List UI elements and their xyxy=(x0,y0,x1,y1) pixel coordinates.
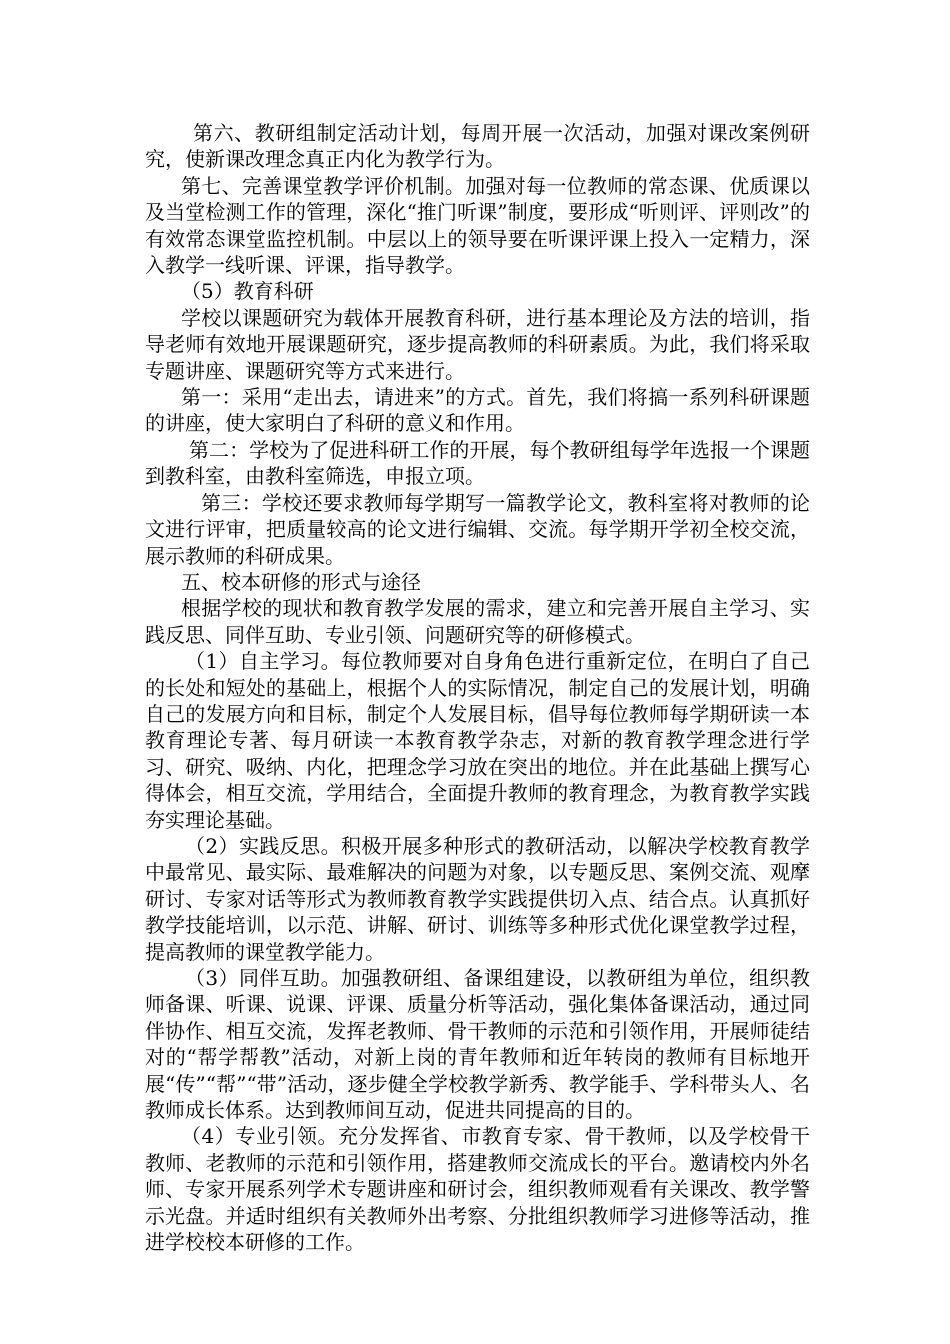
section-heading-forms-and-paths: 五、校本研修的形式与途径 xyxy=(181,569,421,594)
paragraph-seventh-item: 第七、完善课堂教学评价机制。加强对每一位教师的常态课、优质课以及当堂检测工作的管理，深化“推门听课”制度，要形成“听则评、评则改”的有效常态课堂监控机制。中层以上的领导要在听课评课上投入一定精力，深入教学一线听课、评课，指导教学。 xyxy=(145,173,810,278)
paragraph-peer-support: （3）同伴互助。加强教研组、备课组建设，以教研组为单位，组织教师备课、听课、说课、评课、质量分析等活动，强化集体备课活动，通过同伴协作、相互交流，发挥老教师、骨干教师的示范和引领作用，开展师徒结对的“帮学帮教”活动，对新上岗的青年教师和近年转岗的教师有目标地开展“传”“帮”“带”活动，逐步健全学校教学新秀、教学能手、学科带头人、名教师成长体系。达到教师间互动，促进共同提高的目的。 xyxy=(145,966,810,1123)
paragraph-research-second: 第二：学校为了促进科研工作的开展，每个教研组每学年选报一个课题到教科室，由教科室筛选，申报立项。 xyxy=(145,437,810,489)
paragraph-forms-intro: 根据学校的现状和教育教学发展的需求，建立和完善开展自主学习、实践反思、同伴互助、专业引领、问题研究等的研修模式。 xyxy=(145,596,810,647)
paragraph-professional-guidance: （4）专业引领。充分发挥省、市教育专家、骨干教师，以及学校骨干教师、老教师的示范和引领作用，搭建教师交流成长的平台。邀请校内外名师、专家开展系列学术专题讲座和研讨会，组织教师观看有关课改、教学警示光盘。并适时组织有关教师外出考察、分批组织教师学习进修等活动，推进学校校本研修的工作。 xyxy=(145,1124,810,1255)
section-heading-education-research: （5）教育科研 xyxy=(181,279,314,304)
paragraph-self-study: （1）自主学习。每位教师要对自身角色进行重新定位，在明白了自己的长处和短处的基础上，根据个人的实际情况，制定自己的发展计划，明确自己的发展方向和目标，制定个人发展目标，倡导每位教师每学期研读一本教育理论专著、每月研读一本教育教学杂志，对新的教育教学理念进行学习、研究、吸纳、内化，把理念学习放在突出的地位。并在此基础上撰写心得体会，相互交流，学用结合，全面提升教师的教育理念，为教育教学实践夯实理论基础。 xyxy=(145,649,810,832)
paragraph-research-first: 第一：采用“走出去，请进来”的方式。首先，我们将搞一系列科研课题的讲座，使大家明白了科研的意义和作用。 xyxy=(145,385,810,436)
paragraph-research-third: 第三：学校还要求教师每学期写一篇教学论文，教科室将对教师的论文进行评审，把质量较高的论文进行编辑、交流。每学期开学初全校交流，展示教师的科研成果。 xyxy=(145,490,810,568)
paragraph-sixth-item: 第六、教研组制定活动计划，每周开展一次活动，加强对课改案例研究，使新课改理念真正内化为教学行为。 xyxy=(145,121,810,172)
document-body xyxy=(145,120,810,1255)
paragraph-practice-reflection: （2）实践反思。积极开展多种形式的教研活动，以解决学校教育教学中最常见、最实际、最难解决的问题为对象，以专题反思、案例交流、观摩研讨、专家对话等形式为教师教育教学实践提供切入点、结合点。认真抓好教学技能培训，以示范、讲解、研讨、训练等多种形式优化课堂教学过程，提高教师的课堂教学能力。 xyxy=(145,833,810,964)
paragraph-research-intro: 学校以课题研究为载体开展教育科研，进行基本理论及方法的培训，指导老师有效地开展课题研究，逐步提高教师的科研素质。为此，我们将采取专题讲座、课题研究等方式来进行。 xyxy=(145,305,810,383)
